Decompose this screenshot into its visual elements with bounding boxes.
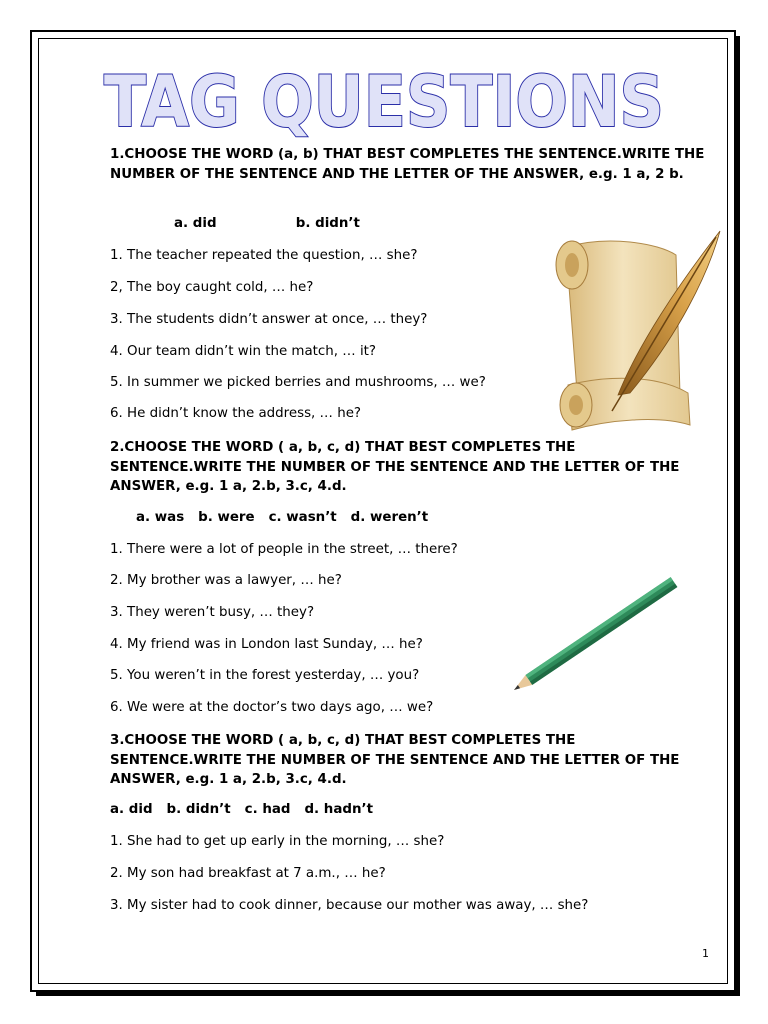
question-item: 3. My sister had to cook dinner, because our mother was away, … she? [110,898,589,913]
question-item: 3. They weren’t busy, … they? [110,605,315,620]
question-item: 2. My brother was a lawyer, … he? [110,573,342,588]
worksheet-title [100,58,670,143]
question-item: 1. There were a lot of people in the street, … there? [110,542,458,557]
question-item: 6. He didn’t know the address, … he? [110,406,362,421]
section-1-options: a. did b. didn’t [174,216,360,231]
pencil-image [508,572,683,697]
question-item: 4. Our team didn’t win the match, … it? [110,344,377,359]
question-item: 1. The teacher repeated the question, … she? [110,248,418,263]
page-number: 1 [702,947,709,960]
section-1-instruction: 1.CHOOSE THE WORD (a, b) THAT BEST COMPLETES THE SENTENCE.WRITE THE NUMBER OF THE SENTENCE AND THE LETTER OF THE ANSWER, e.g. 1 a, 2 b. [110,147,705,182]
question-item: 6. We were at the doctor’s two days ago, … we? [110,700,434,715]
question-item: 1. She had to get up early in the morning, … she? [110,834,445,849]
worksheet-title-text: TAG QUESTIONS [104,61,664,143]
question-item: 5. You weren’t in the forest yesterday, … you? [110,668,420,683]
question-item: 2, The boy caught cold, … he? [110,280,314,295]
section-3-options: a. did b. didn’t c. had d. hadn’t [110,802,373,817]
question-item: 4. My friend was in London last Sunday, … he? [110,637,423,652]
section-2-options: a. was b. were c. wasn’t d. weren’t [136,510,429,525]
section-2-instruction: 2.CHOOSE THE WORD ( a, b, c, d) THAT BEST COMPLETES THE SENTENCE.WRITE THE NUMBER OF THE SENTENCE AND THE LETTER OF THE ANSWER, e.g. 1 a, 2.b, 3.c, 4.d. [110,440,680,494]
scroll-and-quill-image [548,225,728,440]
question-item: 5. In summer we picked berries and mushrooms, … we? [110,375,486,390]
section-3-instruction: 3.CHOOSE THE WORD ( a, b, c, d) THAT BEST COMPLETES THE SENTENCE.WRITE THE NUMBER OF THE SENTENCE AND THE LETTER OF THE ANSWER, e.g. 1 a, 2.b, 3.c, 4.d. [110,733,680,787]
question-item: 3. The students didn’t answer at once, … they? [110,312,428,327]
question-item: 2. My son had breakfast at 7 a.m., … he? [110,866,386,881]
